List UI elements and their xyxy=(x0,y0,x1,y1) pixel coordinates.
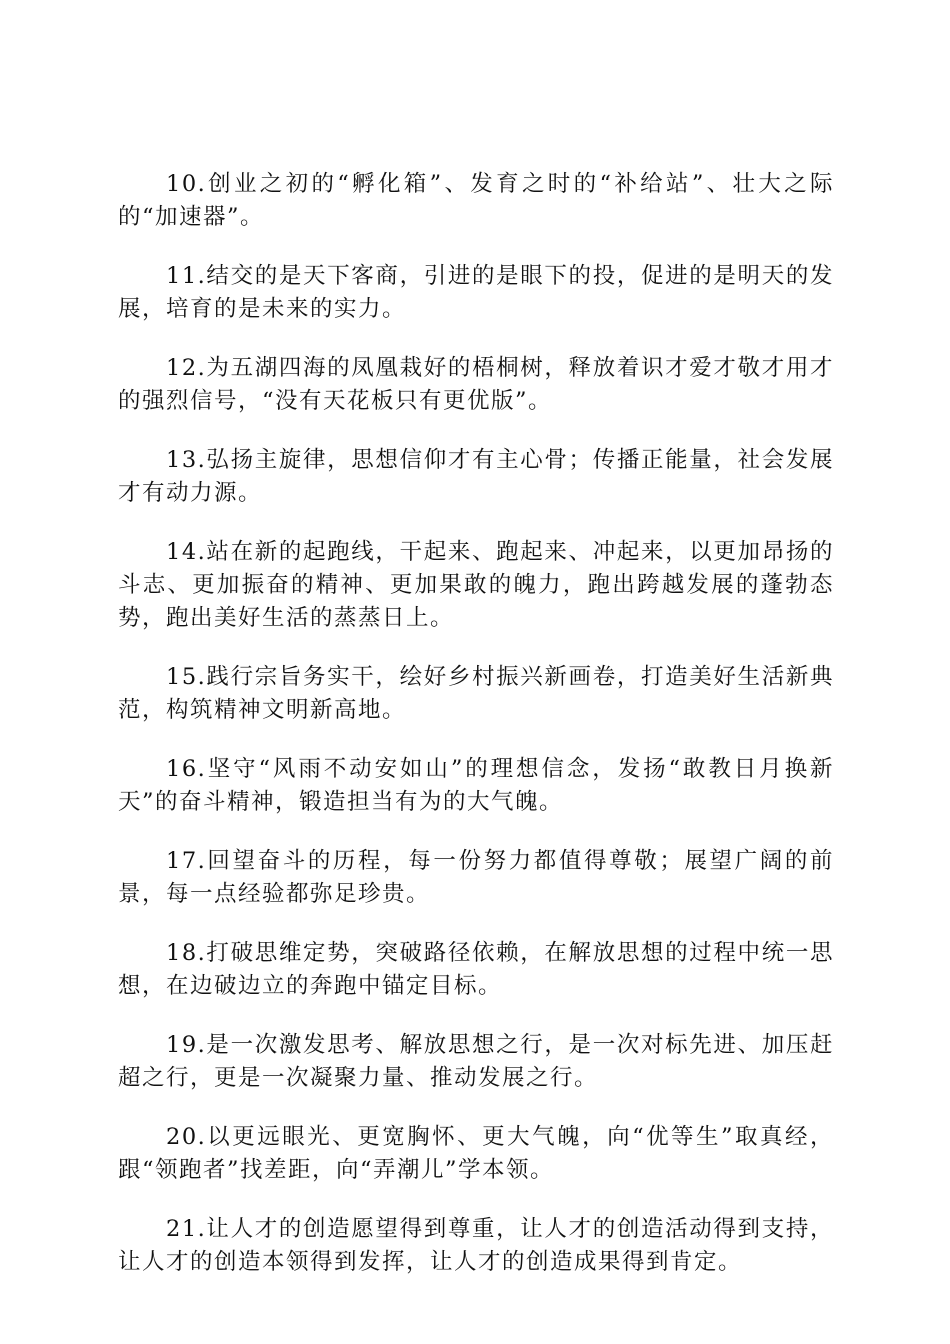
paragraph-12: 12.为五湖四海的凤凰栽好的梧桐树，释放着识才爱才敬才用才的强烈信号，“没有天花板只有更优版”。 xyxy=(118,355,834,414)
document-body xyxy=(118,168,834,1305)
paragraph-13: 13.弘扬主旋律，思想信仰才有主心骨；传播正能量，社会发展才有动力源。 xyxy=(118,447,834,506)
paragraph-18: 18.打破思维定势，突破路径依赖，在解放思想的过程中统一思想，在边破边立的奔跑中锚定目标。 xyxy=(118,940,834,999)
paragraph-10: 10.创业之初的“孵化箱”、发育之时的“补给站”、壮大之际的“加速器”。 xyxy=(118,171,834,230)
paragraph-17: 17.回望奋斗的历程，每一份努力都值得尊敬；展望广阔的前景，每一点经验都弥足珍贵。 xyxy=(118,848,834,907)
paragraph-19: 19.是一次激发思考、解放思想之行，是一次对标先进、加压赶超之行，更是一次凝聚力量、推动发展之行。 xyxy=(118,1032,834,1091)
paragraph-20: 20.以更远眼光、更宽胸怀、更大气魄，向“优等生”取真经，跟“领跑者”找差距，向“弄潮儿”学本领。 xyxy=(118,1124,834,1183)
paragraph-15: 15.践行宗旨务实干，绘好乡村振兴新画卷，打造美好生活新典范，构筑精神文明新高地。 xyxy=(118,664,834,723)
paragraph-16: 16.坚守“风雨不动安如山”的理想信念，发扬“敢教日月换新天”的奋斗精神，锻造担当有为的大气魄。 xyxy=(118,756,834,815)
paragraph-11: 11.结交的是天下客商，引进的是眼下的投，促进的是明天的发展，培育的是未来的实力。 xyxy=(118,263,834,322)
paragraph-14: 14.站在新的起跑线，干起来、跑起来、冲起来，以更加昂扬的斗志、更加振奋的精神、更加果敢的魄力，跑出跨越发展的蓬勃态势，跑出美好生活的蒸蒸日上。 xyxy=(118,539,834,631)
paragraph-21: 21.让人才的创造愿望得到尊重，让人才的创造活动得到支持，让人才的创造本领得到发挥，让人才的创造成果得到肯定。 xyxy=(118,1216,834,1275)
